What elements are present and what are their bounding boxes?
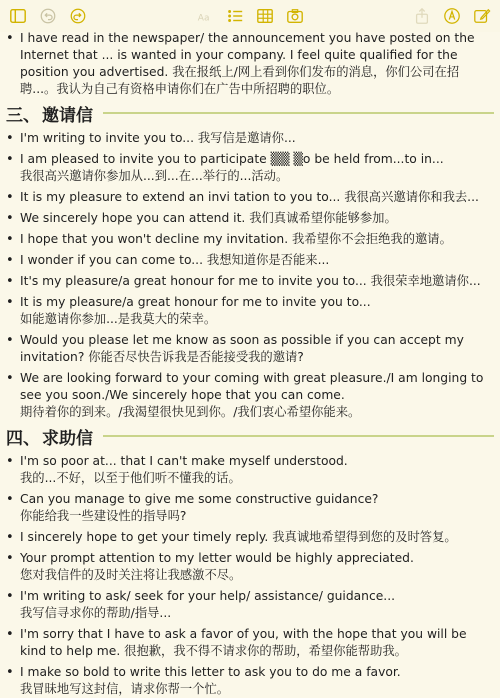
toolbar-right-group	[412, 6, 492, 26]
section-divider	[103, 112, 494, 114]
item-text: • It's my pleasure/a great honour for me to invite you to... 我很荣幸地邀请你...	[20, 274, 481, 288]
section-heading-help-request	[0, 425, 500, 447]
item-translation: 您对我信件的及时关注将让我感激不尽。	[20, 568, 242, 582]
item-translation: 我写信寻求你的帮助/指导...	[20, 606, 172, 620]
item-text: • I have read in the newspaper/ the announcement you have posted on the Internet that ... is wanted in your company. I feel quite qualified for the position you advertised. 我在报纸上/网上看到你们发布的消息，你们公司在招聘...。我认为自己有资格申请你们在广告中所招聘的职位。	[20, 31, 475, 96]
item-text: • We sincerely hope you can attend it. 我们真诚希望你能够参加。	[20, 211, 397, 225]
list-item	[0, 332, 500, 366]
item-text: • I'm writing to ask/ seek for your help/ assistance/ guidance...	[20, 589, 396, 603]
table-icon[interactable]	[255, 6, 275, 26]
item-text: • It is my pleasure/a great honour for me to invite you to...	[20, 295, 371, 309]
compose-icon[interactable]	[472, 6, 492, 26]
item-text: • Your prompt attention to my letter would be highly appreciated.	[20, 551, 414, 565]
item-translation: 期待着你的到来。/我渴望很快见到你。/我们衷心希望你能来。	[20, 405, 361, 419]
section-number: 四、	[6, 428, 40, 449]
item-text: • I am pleased to invite you to participate ▒▒ ▒o be held from...to in...	[20, 152, 444, 166]
list-icon[interactable]	[225, 6, 245, 26]
list-item	[0, 550, 500, 584]
item-translation: 我很高兴邀请你参加从...到...在...举行的...活动。	[20, 169, 289, 183]
list-item	[0, 491, 500, 525]
redo-icon[interactable]	[68, 6, 88, 26]
section-title: 邀请信	[42, 105, 93, 126]
list-item	[0, 231, 500, 248]
item-translation: 你能给我一些建设性的指导吗?	[20, 509, 187, 523]
item-text: • Would you please let me know as soon as possible if you can accept my invitation? 你能否尽快告诉我是否能接受我的邀请?	[20, 333, 464, 364]
section-divider	[103, 435, 494, 437]
pen-icon[interactable]	[442, 6, 462, 26]
section-number: 三、	[6, 105, 40, 126]
list-item	[0, 210, 500, 227]
section-heading-invitation	[0, 102, 500, 124]
item-translation: 我冒昧地写这封信，请求你帮一个忙。	[20, 682, 230, 696]
note-body[interactable]	[0, 30, 500, 696]
item-text: • I sincerely hope to get your timely reply. 我真诚地希望得到您的及时答复。	[20, 530, 457, 544]
section-title: 求助信	[42, 428, 93, 449]
text-format-icon[interactable]	[195, 6, 215, 26]
list-item	[0, 30, 500, 98]
list-item	[0, 294, 500, 328]
list-item	[0, 453, 500, 487]
item-text: • I make so bold to write this letter to ask you to do me a favor.	[20, 665, 401, 679]
item-text: • It is my pleasure to extend an invi tation to you to... 我很高兴邀请你和我去...	[20, 190, 479, 204]
svg-text:Aa: Aa	[197, 13, 210, 24]
list-item	[0, 664, 500, 698]
list-item	[0, 273, 500, 290]
list-item	[0, 151, 500, 185]
item-text: • I hope that you won't decline my invitation. 我希望你不会拒绝我的邀请。	[20, 232, 452, 246]
toolbar-left-group	[8, 6, 88, 26]
list-item	[0, 588, 500, 622]
notes-toolbar	[0, 0, 500, 32]
item-text: • I wonder if you can come to... 我想知道你是否能来...	[20, 253, 330, 267]
list-item	[0, 626, 500, 660]
item-text: • I'm so poor at... that I can't make myself understood.	[20, 454, 348, 468]
item-translation: 我的...不好，以至于他们听不懂我的话。	[20, 471, 241, 485]
item-text: • Can you manage to give me some constructive guidance?	[20, 492, 379, 506]
list-item	[0, 370, 500, 421]
list-item	[0, 130, 500, 147]
item-text: • I'm sorry that I have to ask a favor of you, with the hope that you will be kind to help me. 很抱歉，我不得不请求你的帮助，希望你能帮助我。	[20, 627, 467, 658]
undo-icon[interactable]	[38, 6, 58, 26]
share-icon[interactable]	[412, 6, 432, 26]
item-translation: 如能邀请你参加...是我莫大的荣幸。	[20, 312, 217, 326]
item-text: • I'm writing to invite you to... 我写信是邀请你...	[20, 131, 296, 145]
list-item	[0, 189, 500, 206]
toolbar-center-group	[195, 6, 305, 26]
sidebar-icon[interactable]	[8, 6, 28, 26]
list-item	[0, 252, 500, 269]
item-text: • We are looking forward to your coming with great pleasure./I am longing to see you soon./We sincerely hope that you can come.	[20, 371, 484, 402]
camera-icon[interactable]	[285, 6, 305, 26]
list-item	[0, 529, 500, 546]
